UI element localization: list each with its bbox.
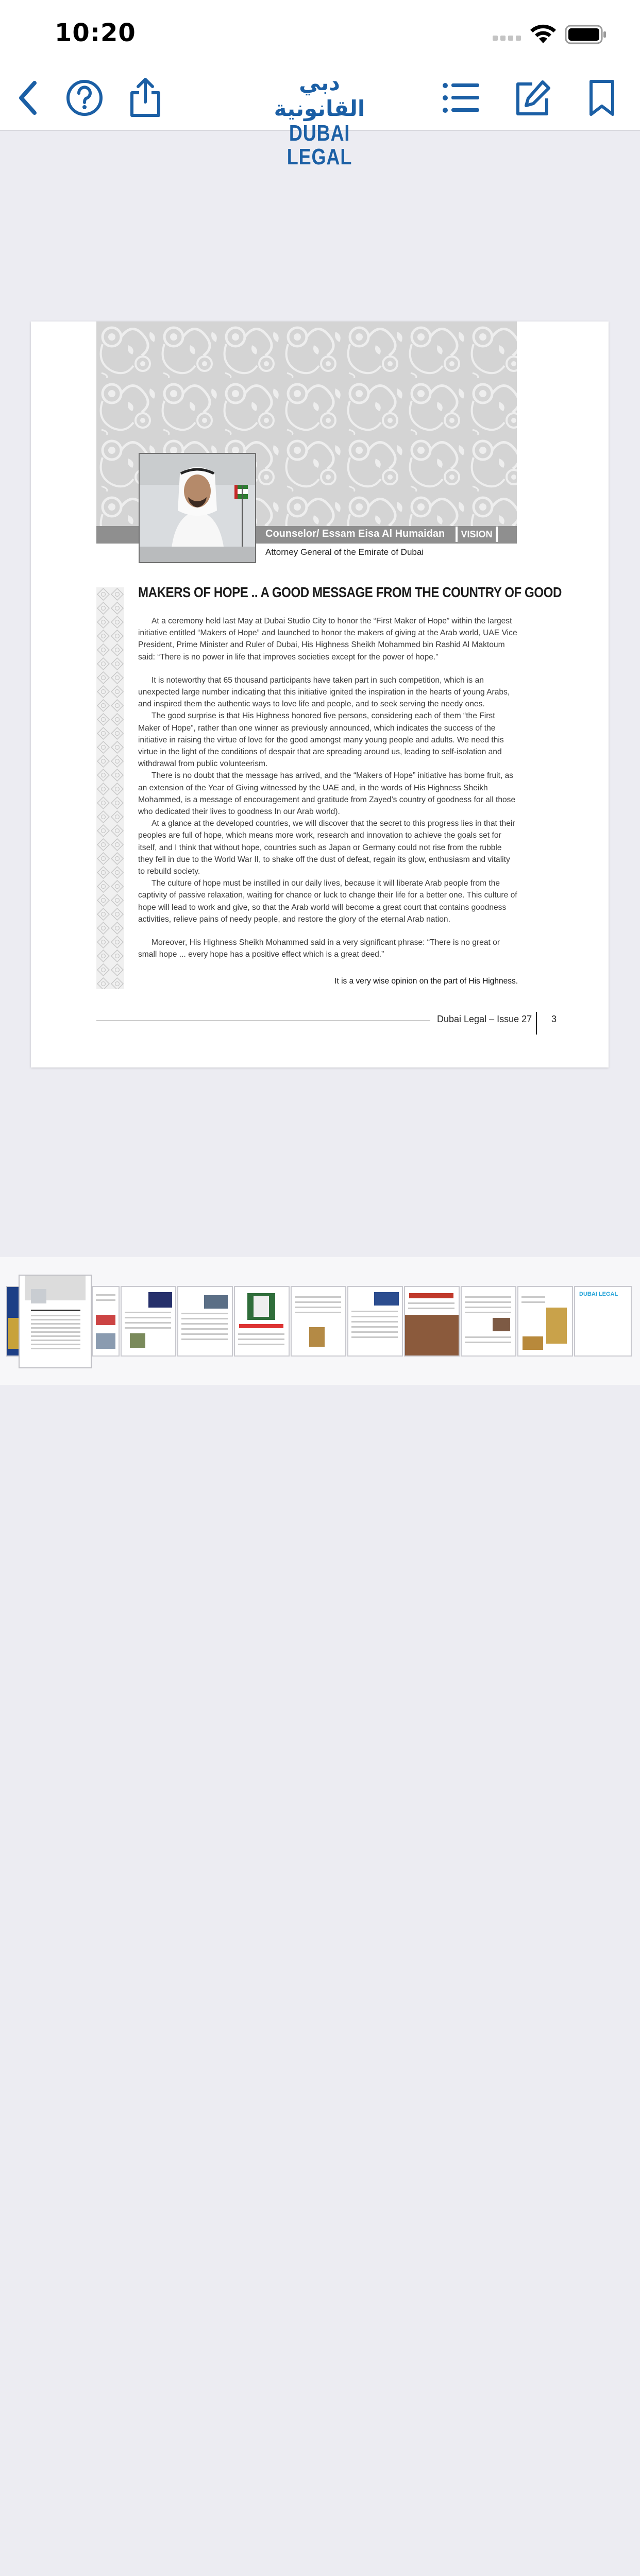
- battery-icon: [565, 25, 607, 44]
- article-paragraph: Moreover, His Highness Sheikh Mohammed said in a very significant phrase: “There is no great or small hope ... every hope has a positive effect which is a great deed.”: [138, 938, 500, 959]
- page-thumbnail[interactable]: [574, 1286, 632, 1357]
- bookmark-button[interactable]: [581, 77, 622, 118]
- page-thumbnail[interactable]: [121, 1286, 176, 1357]
- footer-rule: [96, 1020, 430, 1021]
- article-paragraph: The culture of hope must be instilled in our daily lives, because it will liberate Arab people from the captivity of passive relaxation, waiting for chance or luck to change their life for a better one. This culture of hope will lead to work and give, so that the Arab world will become a great court that contains goodness activities, relieve pains of needy people, and restore the glory of the eternal Arab nation.: [138, 879, 517, 924]
- author-name: Counselor/ Essam Eisa Al Humaidan: [265, 528, 445, 539]
- table-of-contents-button[interactable]: [441, 77, 482, 118]
- footer-issue: Dubai Legal – Issue 27: [437, 1014, 532, 1024]
- page-number: 3: [551, 1014, 557, 1024]
- footer-divider: [536, 1012, 537, 1035]
- article-paragraph: There is no doubt that the message has arrived, and the “Makers of Hope” initiative has borne fruit, as an extension of the Year of Giving witnessed by the UAE and, in the words of His Highness Sheikh Mohammed, is a message of encouragement and gratitude from Zayed’s country of goodness for all those who dedicated their lives to goodness In our Arab world).: [138, 771, 516, 817]
- page-thumbnail[interactable]: [177, 1286, 233, 1357]
- share-icon: [129, 77, 162, 118]
- page-thumbnail[interactable]: [347, 1286, 403, 1357]
- help-button[interactable]: [64, 77, 105, 118]
- article-body: [138, 615, 517, 960]
- article-headline: MAKERS OF HOPE .. A GOOD MESSAGE FROM THE COUNTRY OF GOOD: [138, 584, 562, 600]
- question-circle-icon: [65, 79, 104, 117]
- status-time: 10:20: [55, 19, 136, 47]
- page-thumbnail-current[interactable]: [19, 1275, 92, 1368]
- logo-arabic-text: دبي القانونية: [274, 70, 365, 121]
- article-paragraph: The good surprise is that His Highness honored five persons, considering each of them “the First Maker of Hope”, rather than one winner as previously announced, which indicates the success of the initiative in raising the virtue of love for the good amongst many young people and adults. We need this virtue in the light of the conditions of despair that are spreading around us, leading to self-isolation and withdrawal from public volunteerism.: [138, 711, 504, 769]
- decorative-side-strip: [96, 587, 124, 989]
- author-photo: [139, 453, 256, 563]
- chevron-left-icon: [15, 80, 41, 116]
- article-paragraph: At a glance at the developed countries, we will discover that the secret to this progress lies in that their peoples are full of hope, which means more work, research and innovation to achieve the goals set for itself, and I think that without hope, countries such as Japan or Germany could not rise from the rubble they fell in due to the World War II, to shake off the dust of defeat, regain its glow, enthusiasm and vitality to rebuild society.: [138, 819, 515, 876]
- back-button[interactable]: [7, 77, 48, 118]
- bookmark-icon: [588, 79, 616, 116]
- wifi-icon: [529, 24, 558, 44]
- article-closing: It is a very wise opinion on the part of His Highness.: [334, 977, 518, 986]
- status-bar: [0, 0, 640, 67]
- page-thumbnail-strip[interactable]: [0, 1257, 640, 1385]
- page-thumbnail[interactable]: [234, 1286, 290, 1357]
- logo-latin-text: DUBAI LEGAL: [287, 121, 352, 170]
- page-thumbnail[interactable]: [291, 1286, 346, 1357]
- page-thumbnail[interactable]: [404, 1286, 460, 1357]
- signal-icon: [493, 34, 523, 41]
- app-logo: [258, 70, 381, 170]
- magazine-page[interactable]: [31, 321, 609, 1067]
- edit-icon: [514, 79, 552, 117]
- toolbar: [0, 67, 640, 170]
- author-title: Attorney General of the Emirate of Dubai: [265, 547, 424, 557]
- list-icon: [442, 81, 481, 114]
- annotate-button[interactable]: [512, 77, 553, 118]
- article-paragraph: It is noteworthy that 65 thousand participants have taken part in such competition, which is an unexpected large number indicating that this initiative ignited the inspiration in the hearts of young Arabs, and inspired them the authentic ways to love life and people, and to seek serving the needy ones.: [138, 675, 510, 709]
- page-thumbnail[interactable]: [517, 1286, 573, 1357]
- share-button[interactable]: [125, 77, 166, 118]
- thumbnail-caption: DUBAI LEGAL: [579, 1291, 618, 1297]
- section-badge: VISION: [456, 527, 498, 542]
- page-thumbnail[interactable]: [92, 1286, 120, 1357]
- page-thumbnail[interactable]: [461, 1286, 516, 1357]
- article-paragraph: At a ceremony held last May at Dubai Studio City to honor the “First Maker of Hope” within the largest initiative entitled “Makers of Hope” and launched to honor the makers of giving at the Arab world, UAE Vice President, Prime Minister and Ruler of Dubai, His Highness Sheikh Mohammed bin Rashid Al Maktoum said: “There is no power in life that improves societies except for the power of hope.”: [138, 617, 517, 662]
